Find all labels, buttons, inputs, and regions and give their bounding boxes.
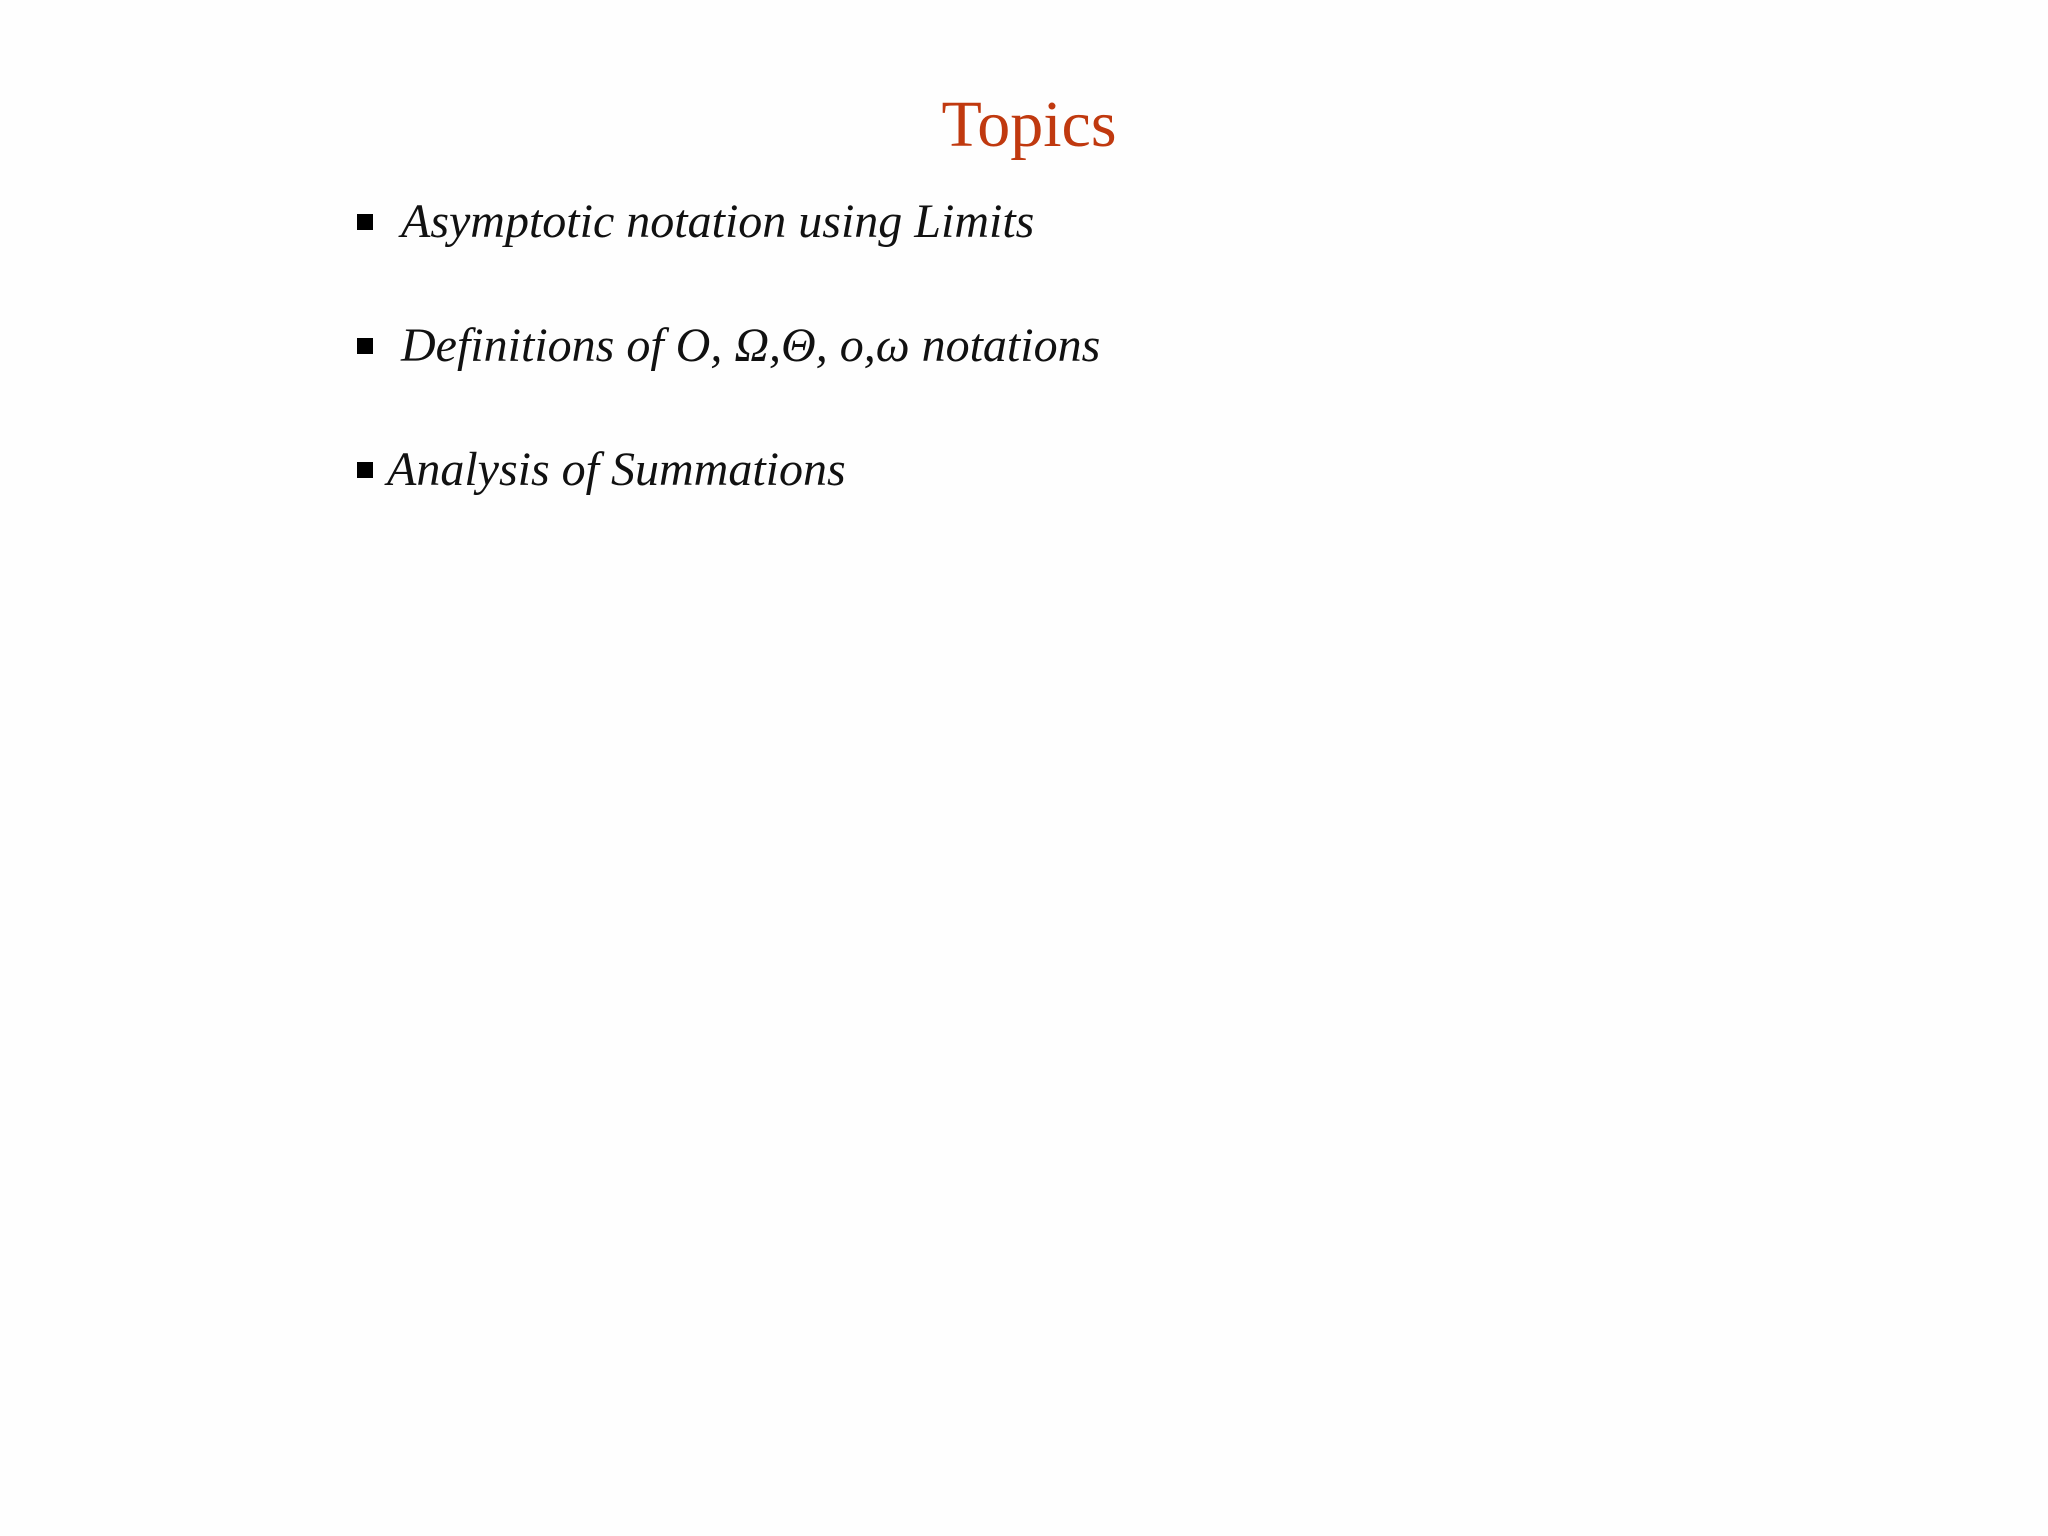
list-item-asymptotic-notation	[357, 190, 1034, 254]
square-bullet-icon	[357, 338, 373, 354]
list-item-analysis-of-summations	[357, 438, 846, 502]
list-item-text: Definitions of O, Ω,Θ, o,ω notations	[401, 319, 1101, 372]
list-item-text: Asymptotic notation using Limits	[401, 195, 1035, 248]
slide-title: Topics	[941, 88, 1117, 161]
square-bullet-icon	[357, 214, 373, 230]
list-item-text: Analysis of Summations	[387, 443, 846, 496]
list-item-definitions	[357, 314, 1100, 378]
square-bullet-icon	[357, 462, 373, 478]
